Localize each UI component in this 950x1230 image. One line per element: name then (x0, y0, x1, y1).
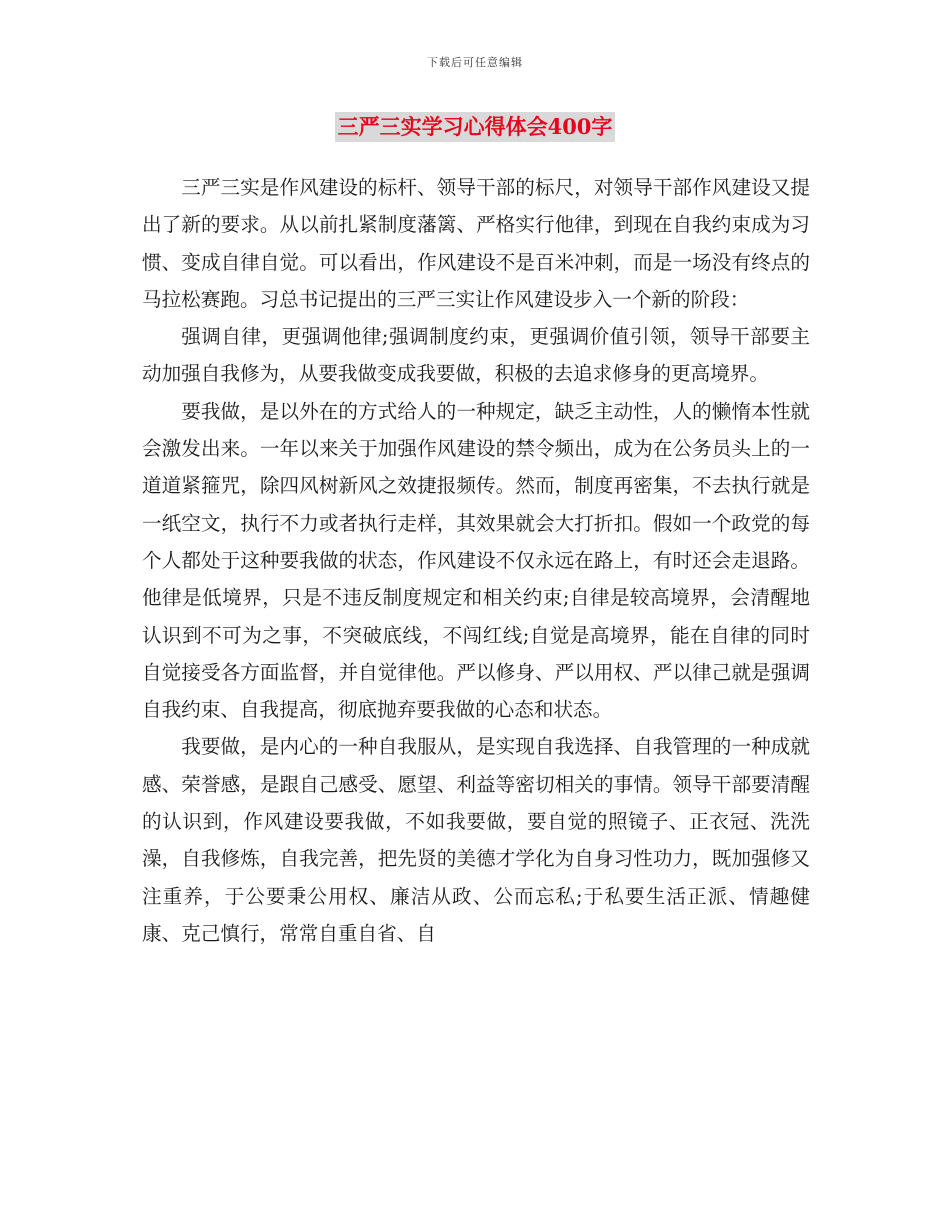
document-body (142, 169, 810, 952)
title-text: 三严三实学习心得体会400字 (335, 112, 616, 142)
paragraph-1: 三严三实是作风建设的标杆、领导干部的标尺，对领导干部作风建设又提出了新的要求。从以前扎紧制度藩篱、严格实行他律，到现在自我约束成为习惯、变成自律自觉。可以看出，作风建设不是百米冲刺，而是一场没有终点的马拉松赛跑。习总书记提出的三严三实让作风建设步入一个新的阶段： (142, 176, 810, 311)
paragraph-2: 强调自律，更强调他律;强调制度约束，更强调价值引领，领导干部要主动加强自我修为，从要我做变成我要做，积极的去追求修身的更高境界。 (142, 325, 810, 386)
page-header-note: 下载后可任意编辑 (427, 56, 523, 69)
paragraph-3: 要我做，是以外在的方式给人的一种规定，缺乏主动性，人的懒惰本性就会激发出来。一年以来关于加强作风建设的禁令频出，成为在公务员头上的一道道紧箍咒，除四风树新风之效捷报频传。然而，制度再密集，不去执行就是一纸空文，执行不力或者执行走样，其效果就会大打折扣。假如一个政党的每个人都处于这种要我做的状态，作风建设不仅永远在路上，有时还会走退路。他律是低境界，只是不违反制度规定和相关约束;自律是较高境界，会清醒地认识到不可为之事，不突破底线，不闯红线;自觉是高境界，能在自律的同时自觉接受各方面监督，并自觉律他。严以修身、严以用权、严以律己就是强调自我约束、自我提高，彻底抛弃要我做的心态和状态。 (142, 399, 810, 722)
document-title (0, 112, 950, 142)
paragraph-4: 我要做，是内心的一种自我服从，是实现自我选择、自我管理的一种成就感、荣誉感，是跟自己感受、愿望、利益等密切相关的事情。领导干部要清醒的认识到，作风建设要我做，不如我要做，要自觉的照镜子、正衣冠、洗洗澡，自我修炼，自我完善，把先贤的美德才学化为自身习性功力，既加强修又注重养，于公要秉公用权、廉洁从政、公而忘私;于私要生活正派、情趣健康、克己慎行，常常自重自省、自 (142, 735, 810, 945)
